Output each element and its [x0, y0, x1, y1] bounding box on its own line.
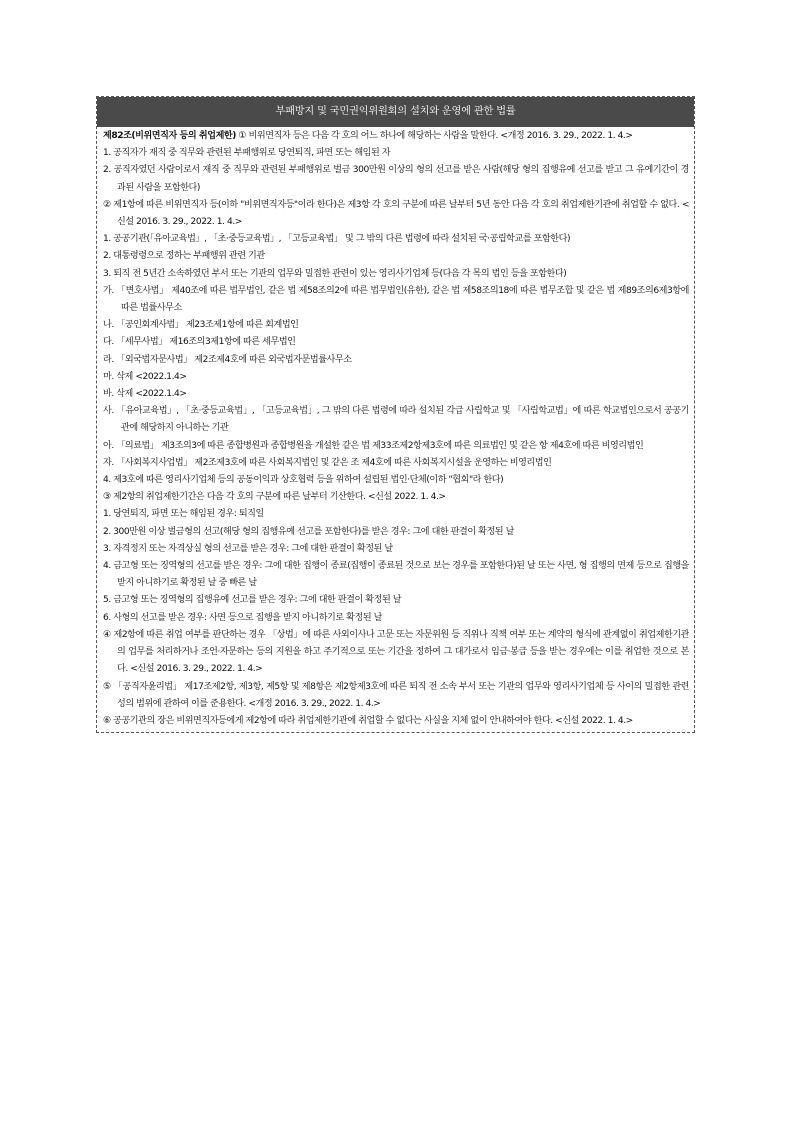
- article-line: 4. 금고형 또는 징역형의 선고를 받은 경우: 그에 대한 집행이 종료(집행이 종료된 것으로 보는 경우를 포함한다)된 날 또는 사면, 형 집행의 면제 등으로 집행을 받지 아니하기로 확정된 날 중 빠른 날: [103, 561, 689, 589]
- article-line: 다. 「세무사법」 제16조의3제1항에 따른 세무법인: [103, 337, 296, 348]
- article-title: 제82조(비위면직자 등의 취업제한): [103, 131, 236, 141]
- article-line: ⑥ 공공기관의 장은 비위면직자등에게 제2항에 따라 취업제한기관에 취업할 수 없다는 사실을 지체 없이 안내하여야 한다. <신설 2022. 1. 4.>: [103, 715, 633, 726]
- article-line: 4. 제3호에 따른 영리사기업체 등의 공동이익과 상호협력 등을 위하여 설립된 법인·단체(이하 "협회"라 한다): [103, 475, 504, 486]
- article-line: 가. 「변호사법」 제40조에 따른 법무법인, 같은 법 제58조의2에 따른 법무법인(유한), 같은 법 제58조의18에 따른 법무조합 및 같은 법 제89조의6제3항에 따른 법률사무소: [103, 285, 689, 314]
- article-paragraph-1-text: ① 비위면직자 등은 다음 각 호의 어느 하나에 해당하는 사람을 말한다. <개정 2016. 3. 29., 2022. 1. 4.>: [235, 131, 633, 141]
- law-title: 부패방지 및 국민권익위원회의 설치와 운영에 관한 법률: [97, 97, 694, 127]
- article-line: 2. 대통령령으로 정하는 부패행위 관련 기관: [103, 251, 265, 262]
- article-line: 라. 「외국법자문사법」 제2조제4호에 따른 외국법자문법률사무소: [103, 354, 352, 365]
- article-line: ⑤ 「공직자윤리법」 제17조제2항, 제3항, 제5항 및 제8항은 제2항제3호에 따른 퇴직 전 소속 부서 또는 기관의 업무와 영리사기업체 등 사이의 밀접한 관련성의 범위에 관하여 이를 준용한다. <개정 2016. 3. 29., 2022. 1. 4.>: [103, 681, 689, 709]
- article-line: 2. 공직자였던 사람이로서 재직 중 직무와 관련된 부패행위로 벌금 300만원 이상의 형의 선고를 받은 사람(해당 형의 집행유예 선고를 받고 그 유예기간이 경과된 사람을 포함한다): [103, 165, 689, 193]
- article-line: 사. 「유아교육법」, 「초·중등교육법」, 「고등교육법」, 그 밖의 다른 법령에 따라 설치된 각급 사립학교 및 「사립학교법」에 따른 학교법인으로서 공공기관에 해당하지 아니하는 기관: [103, 406, 689, 434]
- article-line: 3. 퇴직 전 5년간 소속하였던 부서 또는 기관의 업무와 밀접한 관련이 있는 영리사기업체 등(다음 각 목의 법인 등을 포함한다): [103, 268, 567, 279]
- law-article-box: [96, 96, 695, 733]
- article-line: 나. 「공인회계사법」 제23조제1항에 따른 회계법인: [103, 320, 299, 331]
- article-line: ③ 제2항의 취업제한기간은 다음 각 호의 구분에 따른 날부터 기산한다. <신설 2022. 1. 4.>: [103, 492, 446, 503]
- article-body: [97, 127, 694, 732]
- article-line: 5. 금고형 또는 징역형의 집행유예 선고를 받은 경우: 그에 대한 판결이 확정된 날: [103, 595, 402, 606]
- article-line: ④ 제2항에 따른 취업 여부를 판단하는 경우 「상법」에 따른 사외이사나 고문 또는 자문위원 등 직위나 직책 여부 또는 계약의 형식에 관계없이 취업제한기관의 업무를 처리하거나 조언·자문하는 등의 지원을 하고 주기적으로 또는 기간을 정하여 그 대가로서 임금·봉급 등을 받는 경우에는 이를 취업한 것으로 본다. <신설 2016. 3. 29., 2022. 1. 4.>: [103, 629, 689, 675]
- article-lines: [103, 145, 689, 730]
- article-line: 3. 자격정지 또는 자격상실 형의 선고를 받은 경우: 그에 대한 판결이 확정된 날: [103, 543, 393, 554]
- article-paragraph-1: [103, 128, 689, 145]
- article-line: ② 제1항에 따른 비위면직자 등(이하 "비위면직자등"이라 한다)은 제3항 각 호의 구분에 따른 날부터 5년 동안 다음 각 호의 취업제한기관에 취업할 수 없다. <신설 2016. 3. 29., 2022. 1. 4.>: [103, 199, 689, 228]
- article-line: 아. 「의료법」 제3조의3에 따른 종합병원과 종합병원을 개설한 같은 법 제33조제2항제3호에 따른 의료법인 및 같은 항 제4호에 따른 비영리법인: [103, 440, 644, 451]
- article-line: 자. 「사회복지사업법」 제2조제3호에 따른 사회복지법인 및 같은 조 제4호에 따른 사회복지시설을 운영하는 비영리법인: [103, 457, 552, 468]
- article-line: 1. 당연퇴직, 파면 또는 해임된 경우: 퇴직일: [103, 509, 264, 520]
- article-line: 바. 삭제 <2022.1.4>: [103, 389, 187, 400]
- article-line: 마. 삭제 <2022.1.4>: [103, 371, 187, 382]
- article-line: 1. 공공기관(「유아교육법」, 「초·중등교육법」, 「고등교육법」 및 그 밖의 다른 법령에 따라 설치된 국·공립학교를 포함한다): [103, 234, 571, 245]
- article-line: 2. 300만원 이상 벌금형의 선고(해당 형의 집행유예 선고를 포함한다)를 받은 경우: 그에 대한 판결이 확정된 날: [103, 526, 514, 537]
- article-line: 6. 사형의 선고를 받은 경우: 사면 등으로 집행을 받지 아니하기로 확정된 날: [103, 612, 382, 623]
- article-line: 1. 공직자가 재직 중 직무와 관련된 부패행위로 당연퇴직, 파면 또는 해임된 자: [103, 148, 391, 159]
